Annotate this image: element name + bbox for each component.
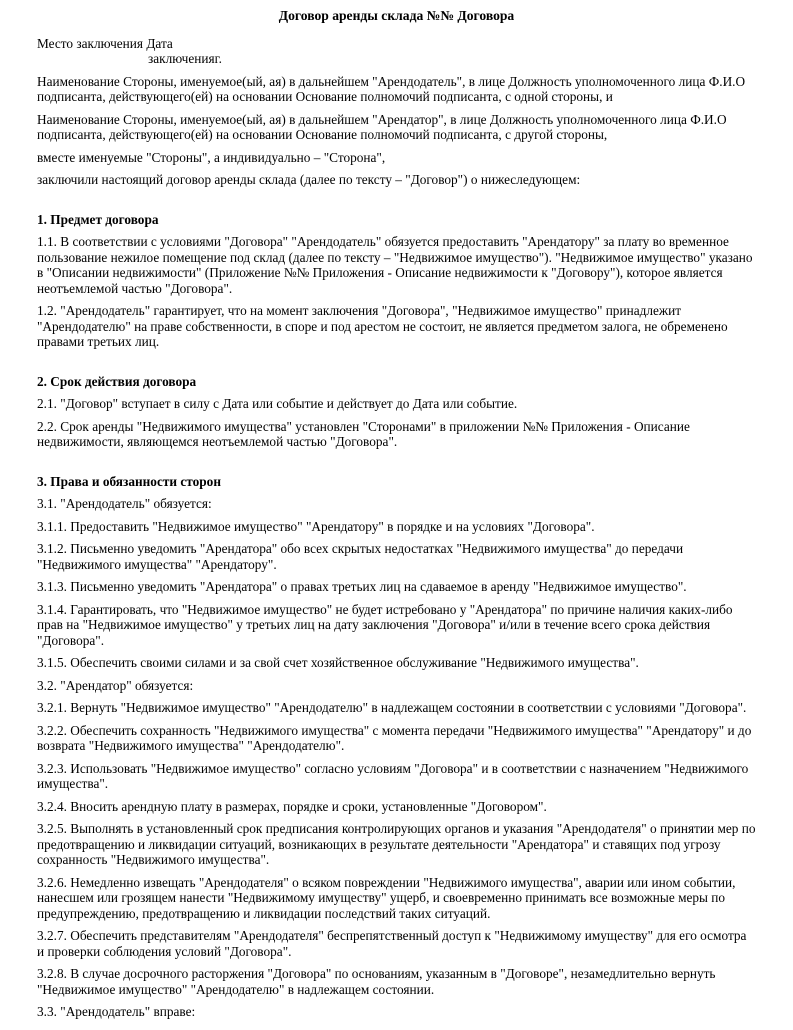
paragraph: 3.3. "Арендодатель" вправе: (37, 1004, 196, 1019)
paragraph: 2.1. "Договор" вступает в силу с Дата или событие и действует до Дата или событие. (37, 396, 518, 411)
paragraph: 3.2.1. Вернуть "Недвижимое имущество" "Арендодателю" в надлежащем состоянии в соответствии с условиями "Договора". (37, 700, 747, 715)
paragraph: 1.2. "Арендодатель" гарантирует, что на момент заключения "Договора", "Недвижимое имущество" принадлежит "Арендодателю" на праве собственности, в споре и под арестом не состоит, не является предметом залога, не обременено правами третьих лиц. (37, 303, 728, 349)
paragraph: 3.1.4. Гарантировать, что "Недвижимое имущество" не будет истребовано у "Арендатора" по причине наличия каких-либо прав на "Недвижимое имущество" у третьих лиц на дату заключения "Договора" и/или в течение всего срока действия "Договора". (37, 601, 733, 648)
section-heading: 3. Права и обязанности сторон (37, 473, 221, 489)
document-title: Договор аренды склада №№ Договора (278, 8, 515, 23)
paragraph: 3.1. "Арендодатель" обязуется: (37, 496, 212, 511)
section-heading: 2. Срок действия договора (37, 373, 197, 389)
intro-line: Место заключения Дата (37, 35, 173, 51)
paragraph: заключили настоящий договор аренды склада (далее по тексту – "Договор") о нижеследующем: (37, 172, 581, 187)
paragraph: 3.2.6. Немедленно извещать "Арендодателя" о всяком повреждении "Недвижимого имущества", аварии или ином событии, нанесшем или грозящем нанести "Недвижимому имуществу" ущерб, и своевременно принимать все возможные меры по предупреждению, предотвращению и ликвидации последствий таких ситуаций. (37, 874, 736, 921)
paragraph: 2.2. Срок аренды "Недвижимого имущества" установлен "Сторонами" в приложении №№ Приложения - Описание недвижимости, являющемся неотъемлемой частью "Договора". (37, 418, 690, 449)
intro-paragraph (37, 36, 756, 67)
paragraph: Наименование Стороны, именуемое(ый, ая) в дальнейшем "Арендодатель", в лице Должность уполномоченного лица Ф.И.О подписанта, действующего(ей) на основании Основание полномочий подписанта, с одной стороны, и (37, 73, 746, 104)
document-body (37, 36, 756, 1020)
paragraph: 3.2.7. Обеспечить представителям "Арендодателя" беспрепятственный доступ к "Недвижимому имуществу" для его осмотра и проверки соблюдения условий "Договора". (37, 928, 747, 959)
paragraph: вместе именуемые "Стороны", а индивидуально – "Сторона", (37, 149, 386, 165)
section-heading: 1. Предмет договора (37, 211, 159, 227)
paragraph: 3.1.2. Письменно уведомить "Арендатора" обо всех скрытых недостатках "Недвижимого имущества" до передачи "Недвижимого имущества" "Арендатору". (37, 541, 684, 572)
intro-line: заключенияг. (148, 51, 222, 66)
paragraph: 3.2.2. Обеспечить сохранность "Недвижимого имущества" с момента передачи "Недвижимого имущества" "Арендатору" и до возврата "Недвижимого имущества" "Арендодателю". (37, 722, 752, 753)
paragraph: Наименование Стороны, именуемое(ый, ая) в дальнейшем "Арендатор", в лице Должность уполномоченного лица Ф.И.О подписанта, действующего(ей) на основании Основание полномочий подписанта, с другой стороны, (37, 111, 727, 142)
paragraph: 3.1.1. Предоставить "Недвижимое имущество" "Арендатору" в порядке и на условиях "Договора". (37, 518, 595, 534)
paragraph: 1.1. В соответствии с условиями "Договора" "Арендодатель" обязуется предоставить "Арендатору" за плату во временное пользование нежилое помещение под склад (далее по тексту – "Недвижимое имущество"). "Недвижимое имущество" указано в "Описании недвижимости" (Приложение №№ Приложения - Описание недвижимости к "Договору"), которое является неотъемлемой частью "Договора". (37, 234, 753, 296)
paragraph: 3.2. "Арендатор" обязуется: (37, 677, 194, 693)
paragraph: 3.1.5. Обеспечить своими силами и за свой счет хозяйственное обслуживание "Недвижимого имущества". (37, 655, 639, 670)
paragraph: 3.1.3. Письменно уведомить "Арендатора" о правах третьих лиц на сдаваемое в аренду "Недвижимое имущество". (37, 579, 687, 594)
paragraph: 3.2.8. В случае досрочного расторжения "Договора" по основаниям, указанным в "Договоре", незамедлительно вернуть "Недвижимое имущество" "Арендодателю" в надлежащем состоянии. (37, 966, 716, 997)
paragraph: 3.2.4. Вносить арендную плату в размерах, порядке и сроки, установленные "Договором". (37, 798, 547, 814)
paragraph: 3.2.5. Выполнять в установленный срок предписания контролирующих органов и указания "Арендодателя" о принятии мер по предотвращению и ликвидации ситуаций, возникающих в результате деятельности "Арендатора" и ставящих под угрозу сохранность "Недвижимого имущества". (37, 821, 756, 867)
paragraph: 3.2.3. Использовать "Недвижимое имущество" согласно условиям "Договора" и в соответствии с назначением "Недвижимого имущества". (37, 760, 749, 791)
